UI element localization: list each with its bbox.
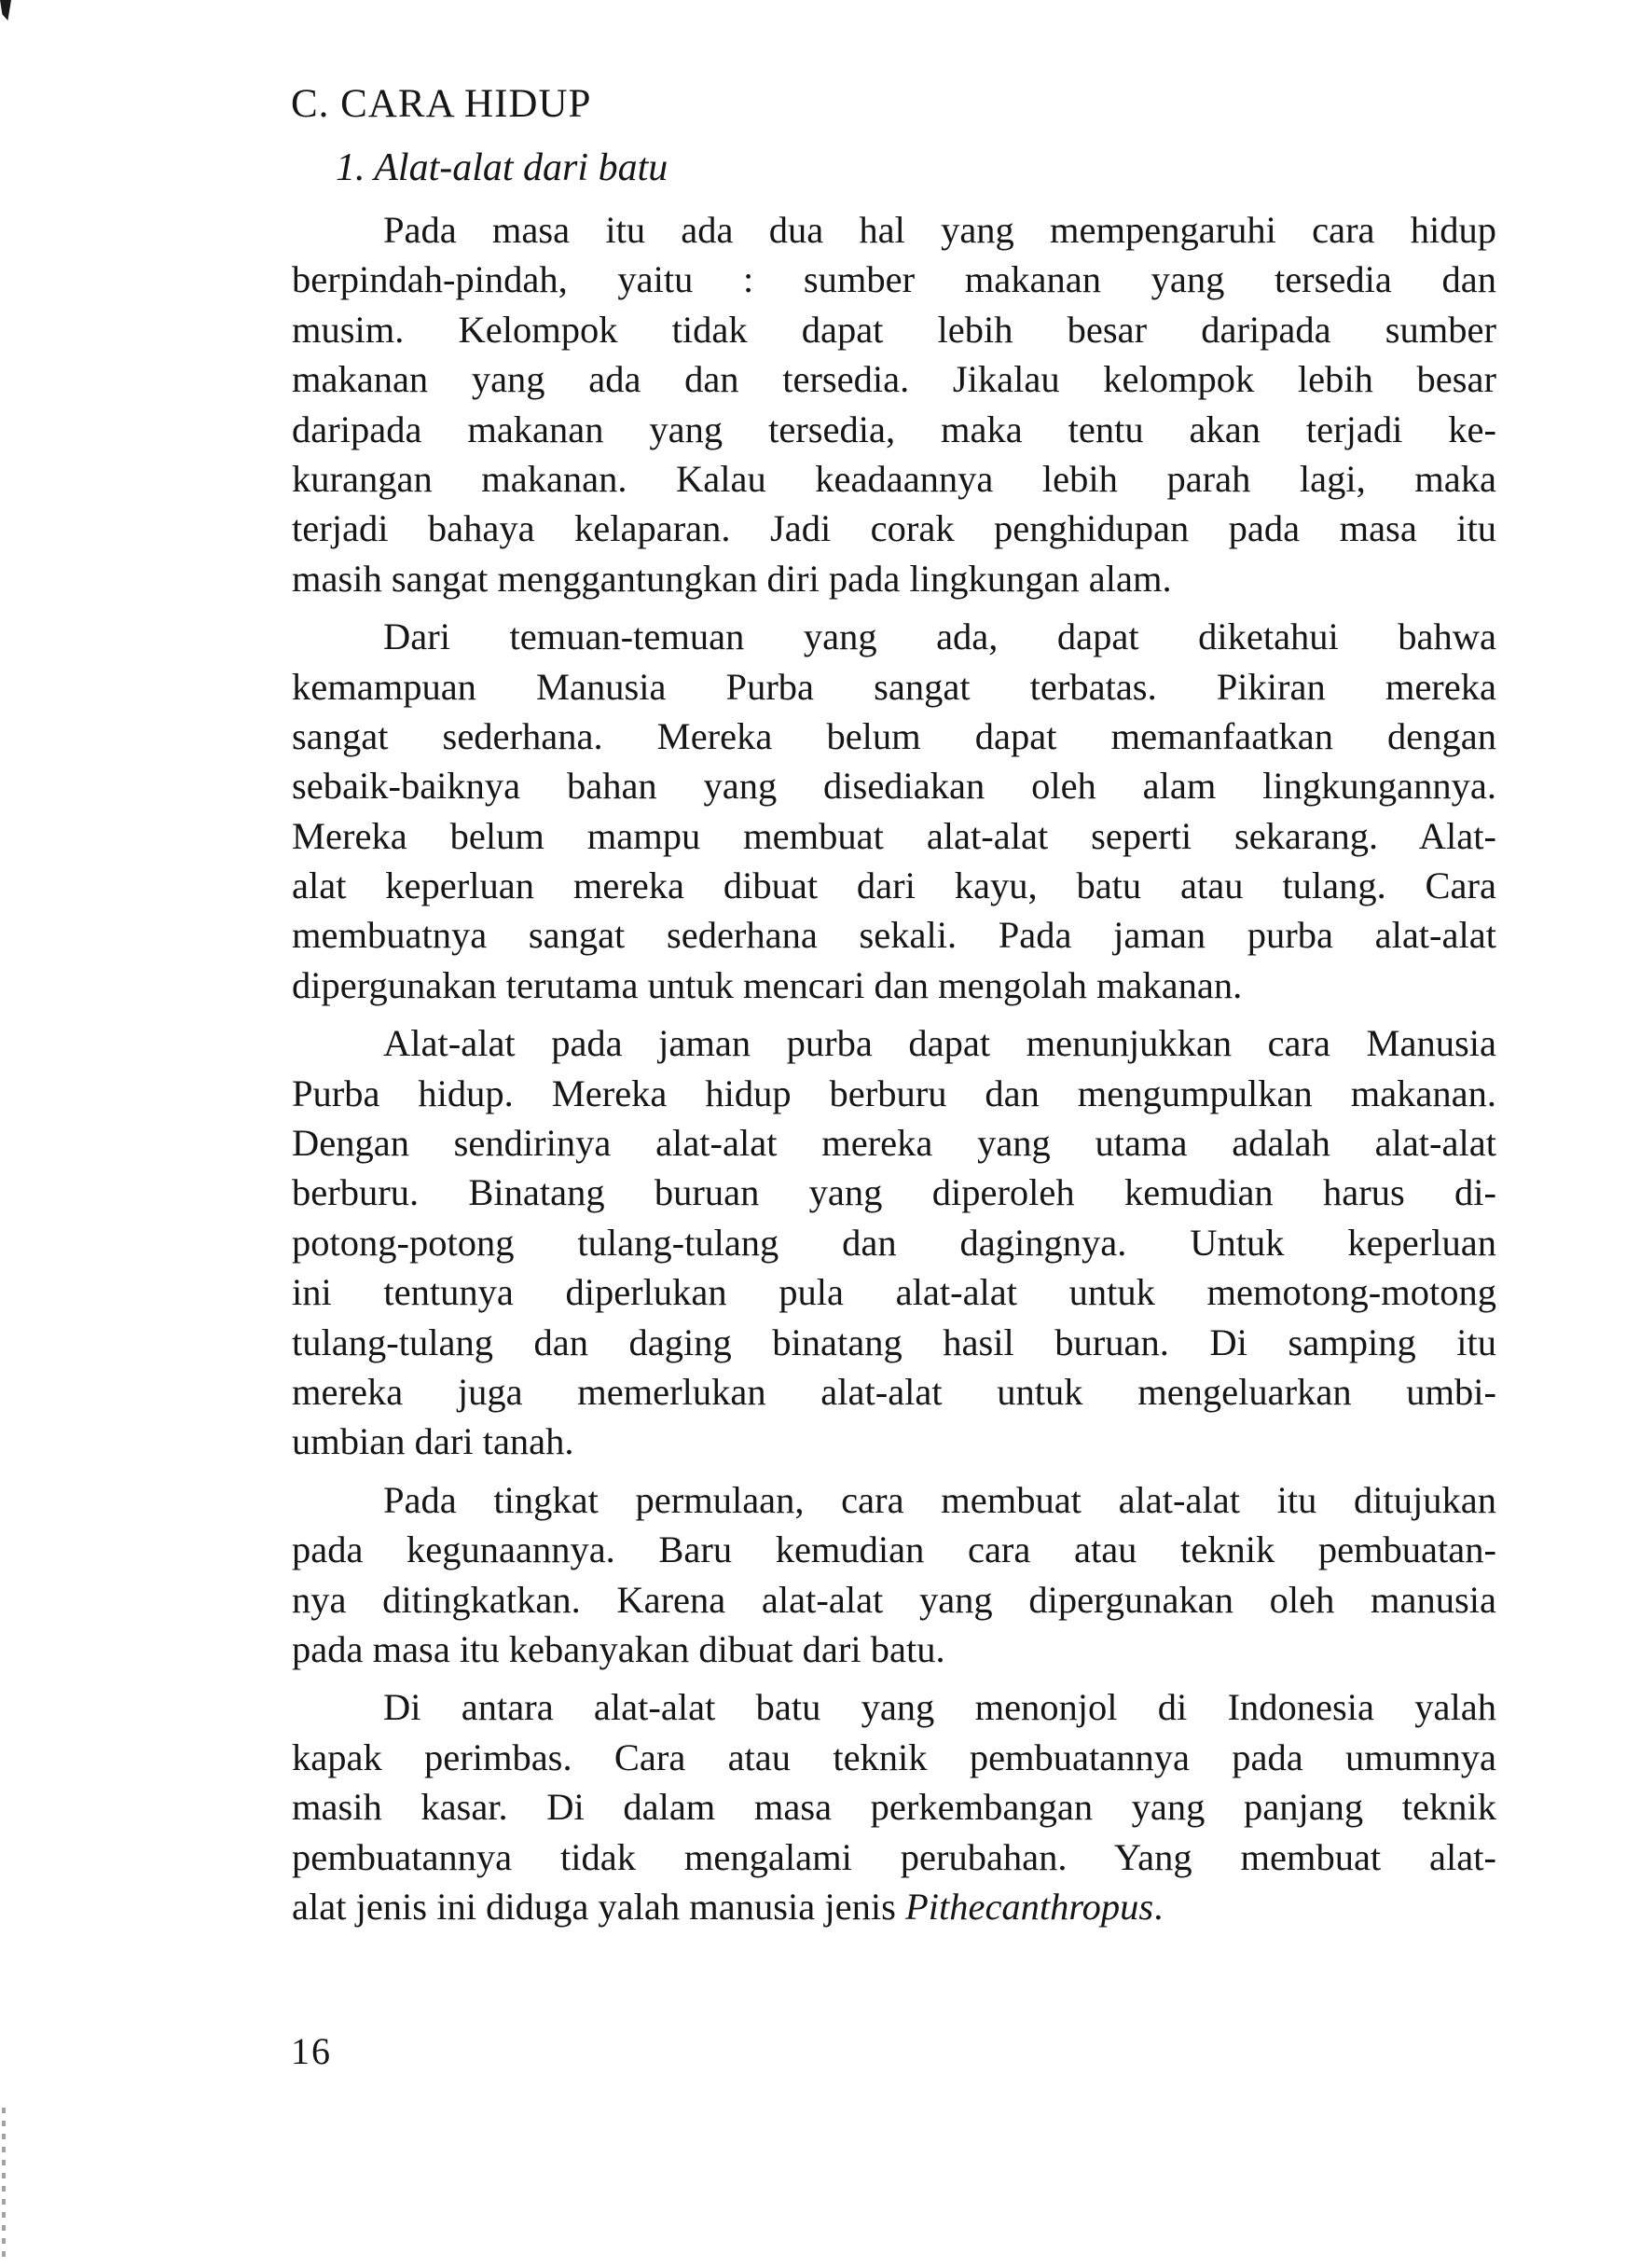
text-line: alat keperluan mereka dibuat dari kayu, batu atau tulang. Cara [292, 864, 1496, 907]
text-line: pada kegunaannya. Baru kemudian cara atau teknik pembuatan- [292, 1528, 1496, 1571]
text-line: mereka juga memerlukan alat-alat untuk mengeluarkan umbi- [292, 1370, 1496, 1413]
paragraph [292, 1682, 1496, 1931]
scan-edge-noise [2, 2108, 6, 2257]
text-line: Dari temuan-temuan yang ada, dapat diketahui bahwa [383, 615, 1496, 658]
text-line: Dengan sendirinya alat-alat mereka yang utama adalah alat-alat [292, 1122, 1496, 1165]
text-line: dipergunakan terutama untuk mencari dan mengolah makanan. [292, 963, 1243, 1006]
text-line: membuatnya sangat sederhana sekali. Pada jaman purba alat-alat [292, 914, 1496, 957]
body-text [292, 205, 1496, 1940]
text-line: potong-potong tulang-tulang dan dagingnya. Untuk keperluan [292, 1221, 1496, 1264]
text-line: Di antara alat-alat batu yang menonjol di Indonesia yalah [383, 1686, 1496, 1729]
text-line: Purba hidup. Mereka hidup berburu dan mengumpulkan makanan. [292, 1072, 1496, 1114]
scan-mark [0, 0, 11, 21]
text-line [292, 1882, 1496, 1931]
paragraph [292, 612, 1496, 1010]
section-heading: C. CARA HIDUP [291, 82, 592, 126]
text-line: masih kasar. Di dalam masa perkembangan yang panjang teknik [292, 1786, 1496, 1829]
text-line: daripada makanan yang tersedia, maka tentu akan terjadi ke- [292, 408, 1496, 450]
paragraph [292, 1475, 1496, 1675]
text-line-prefix: alat jenis ini diduga yalah manusia jenis [292, 1885, 905, 1928]
text-line: terjadi bahaya kelaparan. Jadi corak penghidupan pada masa itu [292, 507, 1496, 550]
text-line: Pada masa itu ada dua hal yang mempengaruhi cara hidup [383, 209, 1496, 251]
page-number: 16 [291, 2030, 332, 2072]
text-line: pada masa itu kebanyakan dibuat dari batu. [292, 1627, 945, 1670]
text-line: Alat-alat pada jaman purba dapat menunjukkan cara Manusia [383, 1022, 1496, 1065]
text-line: umbian dari tanah. [292, 1420, 574, 1463]
text-line: kapak perimbas. Cara atau teknik pembuatannya pada umumnya [292, 1736, 1496, 1778]
paragraph [292, 1018, 1496, 1467]
text-line: makanan yang ada dan tersedia. Jikalau kelompok lebih besar [292, 358, 1496, 401]
text-line: ini tentunya diperlukan pula alat-alat untuk memotong-motong [292, 1271, 1496, 1314]
text-line: berpindah-pindah, yaitu : sumber makanan yang tersedia dan [292, 258, 1496, 301]
species-name: Pithecanthropus [904, 1885, 1154, 1928]
text-line-suffix: . [1153, 1885, 1164, 1928]
text-line: Pada tingkat permulaan, cara membuat alat-alat itu ditujukan [383, 1478, 1496, 1521]
text-line: masih sangat menggantungkan diri pada lingkungan alam. [292, 557, 1172, 600]
text-line: tulang-tulang dan daging binatang hasil buruan. Di samping itu [292, 1321, 1496, 1363]
text-line: nya ditingkatkan. Karena alat-alat yang dipergunakan oleh manusia [292, 1578, 1496, 1621]
text-line: musim. Kelompok tidak dapat lebih besar daripada sumber [292, 308, 1496, 351]
text-line: sebaik-baiknya bahan yang disediakan oleh alam lingkungannya. [292, 765, 1496, 808]
text-line: sangat sederhana. Mereka belum dapat memanfaatkan dengan [292, 714, 1496, 757]
text-line: pembuatannya tidak mengalami perubahan. Yang membuat alat- [292, 1835, 1496, 1878]
text-line: kurangan makanan. Kalau keadaannya lebih parah lagi, maka [292, 457, 1496, 500]
text-line: Mereka belum mampu membuat alat-alat seperti sekarang. Alat- [292, 814, 1496, 857]
text-line: kemampuan Manusia Purba sangat terbatas. Pikiran mereka [292, 665, 1496, 708]
paragraph [292, 205, 1496, 603]
text-line: berburu. Binatang buruan yang diperoleh kemudian harus di- [292, 1171, 1496, 1214]
subsection-heading: 1. Alat-alat dari batu [336, 146, 668, 189]
